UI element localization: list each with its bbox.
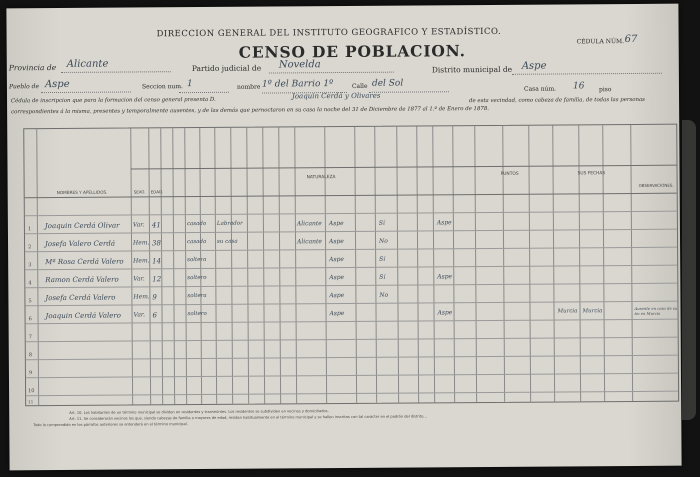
casa-value: 16 bbox=[572, 81, 585, 92]
row-observaciones: Ausente en casa de su tío en Murcia bbox=[634, 305, 678, 316]
seccion-value: 1 bbox=[186, 79, 193, 90]
distrito-value: Aspe bbox=[521, 60, 547, 72]
table-row: 6 Joaquin Cerdá Valero Var. 6 soltero Aspe Aspe Murcia Murcia Ausente en casa de su tío en Murcia bbox=[28, 305, 678, 323]
table-row: 4 Ramon Cerdá Valero Var. 12 soltero Aspe Sí Aspe bbox=[28, 273, 453, 287]
row-name: Mª Rosa Cerdá Valero bbox=[45, 257, 124, 267]
footer-art-11: Art. 11. Se considerarán vecinos los que, siendo cabezas de familia o mayores de edad, residan habitualmente en el término municipal y se hallen inscritos con tal carácter en el padrón del distrito... bbox=[69, 414, 427, 421]
cedula-number: 67 bbox=[624, 33, 638, 46]
calle-label: Calle bbox=[351, 82, 368, 90]
casa-label: Casa núm. bbox=[523, 85, 557, 93]
row-name: Josefa Valero Cerdá bbox=[45, 239, 116, 249]
institute-heading: DIRECCION GENERAL DEL INSTITUTO GEOGRAFICO Y ESTADÍSTICO. bbox=[156, 26, 502, 40]
provincia-label: Provincia de bbox=[8, 63, 57, 73]
footer-art-10: Art. 10. Los habitantes de un término municipal se dividen en residentes y transeúntes. Los residentes se subdividen en vecinos y domiciliados. bbox=[69, 409, 329, 415]
pueblo-value: Aspe bbox=[44, 78, 70, 91]
page-title: CENSO DE POBLACION. bbox=[238, 41, 466, 62]
row-name: Joaquin Cerdá Valero bbox=[45, 311, 121, 321]
seccion-label: Seccion num. bbox=[141, 83, 183, 91]
row-name: Josefa Cerdá Valero bbox=[45, 293, 116, 303]
table-row: 3 Mª Rosa Cerdá Valero Hem. 14 soltera Aspe Sí bbox=[28, 255, 386, 269]
row-name: Joaquin Cerdá Olivar bbox=[44, 221, 120, 231]
row-name: Ramon Cerdá Valero bbox=[45, 275, 119, 285]
footer-note: Todo lo comprendido en los párrafos anteriores se entenderá en el término municipal. bbox=[33, 422, 188, 428]
provincia-value: Alicante bbox=[66, 58, 109, 70]
col-header-puntos: PUNTOS bbox=[500, 171, 519, 177]
col-header-nombres: NOMBRES Y APELLIDOS. bbox=[56, 189, 108, 196]
col-header-observaciones: OBSERVACIONES. bbox=[638, 182, 674, 188]
census-table: NOMBRES Y APELLIDOS. SEXO. EDAD. NATURALEZA PUNTOS SUS FECHAS OBSERVACIONES. 1 Joaquin Cerdá Olivar Var. 41 casado Labrador Alicante Aspe Sí Aspe 2 Josefa Valero Cerdá Hem. 38 casada su casa Alicante Aspe No 3 Mª Rosa Cerdá Valero Hem. 14 soltera Aspe Sí 4 Ramon Cerdá Valero Var. 12 soltero Aspe Sí Aspe 5 Josefa Cerdá Valero Hem. 9 soltera Aspe No 6 Joaquin Cerdá Valero Var. 6 soltero Aspe Aspe Murcia Murcia Ausente en casa de su tío en Murcia 7 8 9 10 11 bbox=[23, 124, 679, 407]
barrio-label: nombre bbox=[236, 83, 261, 91]
intro-head-name: Joaquin Cerdá y Olivares bbox=[291, 91, 381, 101]
census-sheet bbox=[6, 4, 681, 471]
page-edge bbox=[682, 120, 696, 420]
calle-value: del Sol bbox=[371, 78, 404, 89]
table-row: 2 Josefa Valero Cerdá Hem. 38 casada su casa Alicante Aspe No bbox=[28, 237, 388, 251]
pueblo-label: Pueblo de bbox=[8, 83, 40, 91]
col-header-edad: EDAD. bbox=[150, 189, 164, 195]
piso-label: piso bbox=[598, 86, 612, 94]
barrio-value: 1º del Barrio 1º bbox=[261, 79, 334, 90]
partido-value: Novelda bbox=[278, 59, 321, 71]
col-header-sus-fechas: SUS FECHAS bbox=[577, 171, 606, 177]
distrito-label: Distrito municipal de bbox=[431, 64, 513, 75]
intro-line-2: correspondientes á la misma, presentes y temporalmente ausentes, y de las demás que pernoctaron en su casa la noche del 31 de Diciembre de 1877 al 1.º de Enero de 1878. bbox=[11, 105, 490, 116]
table-row: 1 Joaquin Cerdá Olivar Var. 41 casado Labrador Alicante Aspe Sí Aspe bbox=[27, 219, 452, 233]
table-row: 5 Josefa Cerdá Valero Hem. 9 soltera Aspe No bbox=[28, 291, 389, 305]
col-header-sexo: SEXO. bbox=[133, 189, 146, 195]
cedula-label: CÉDULA NÚM. bbox=[576, 38, 625, 46]
partido-label: Partido judicial de bbox=[191, 63, 262, 74]
intro-line-1b: de esta vecindad, como cabeza de familia, de todas las personas bbox=[469, 96, 645, 105]
col-header-naturaleza: NATURALEZA bbox=[306, 175, 336, 181]
intro-line-1a: Cédula de inscripcion que para la formacion del censo general presenta D. bbox=[11, 96, 216, 105]
